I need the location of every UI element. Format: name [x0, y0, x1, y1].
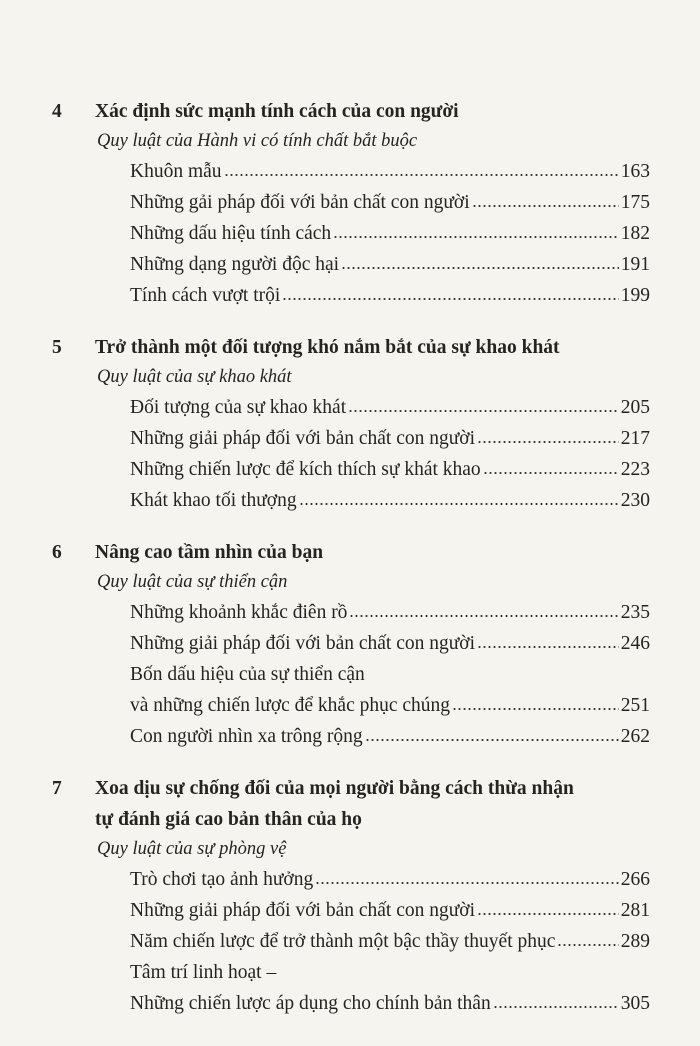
- dot-leader: [477, 440, 619, 444]
- entry-label: Những chiến lược để kích thích sự khát khao: [130, 459, 481, 480]
- toc-entry: [0, 926, 650, 957]
- entry-label: Tính cách vượt trội: [130, 285, 281, 306]
- chapter-heading: [0, 96, 700, 127]
- entry-page-number: 191: [620, 254, 650, 275]
- dot-leader: [282, 297, 618, 301]
- dot-leader: [477, 645, 619, 649]
- chapter-number: 6: [52, 542, 62, 563]
- toc-entry: [0, 721, 650, 752]
- entry-label: Con người nhìn xa trông rộng: [130, 726, 363, 747]
- chapter-section: [0, 537, 700, 752]
- entry-label: Những giải pháp đối với bản chất con người: [130, 900, 476, 921]
- entry-page-number: 217: [620, 428, 650, 449]
- dot-leader: [315, 881, 619, 885]
- chapter-rule-subtitle: Quy luật của Hành vi có tính chất bắt buộc: [97, 131, 418, 151]
- entry-page-number: 266: [620, 869, 650, 890]
- chapter-heading: [0, 804, 700, 835]
- chapter-title: tự đánh giá cao bản thân của họ: [95, 809, 362, 830]
- chapter-title: Trở thành một đối tượng khó nắm bắt của sự khao khát: [95, 337, 560, 358]
- toc-entry: [0, 988, 650, 1019]
- entry-page-number: 235: [620, 602, 650, 623]
- dot-leader: [333, 235, 619, 239]
- chapter-heading: [0, 773, 700, 804]
- entry-page-number: 305: [620, 993, 650, 1014]
- toc-entry: [0, 454, 650, 485]
- entry-label: Những gải pháp đối với bản chất con người: [130, 192, 470, 213]
- toc-entry: [0, 423, 650, 454]
- entry-page-number: 251: [620, 695, 650, 716]
- dot-leader: [477, 912, 619, 916]
- entry-page-number: 205: [620, 397, 650, 418]
- entry-page-number: 199: [620, 285, 650, 306]
- chapter-rule-subtitle: Quy luật của sự phòng vệ: [97, 839, 287, 859]
- entry-label: Khuôn mẫu: [130, 161, 222, 182]
- entry-label: và những chiến lược để khắc phục chúng: [130, 695, 451, 716]
- dot-leader: [452, 707, 619, 711]
- entry-label: Những dấu hiệu tính cách: [130, 223, 332, 244]
- toc-entry: [0, 659, 650, 690]
- chapter-rule-subtitle: Quy luật của sự thiển cận: [97, 572, 288, 592]
- entry-label: Những giải pháp đối với bản chất con người: [130, 428, 476, 449]
- toc-entry: [0, 690, 650, 721]
- chapter-number: 4: [52, 101, 62, 122]
- dot-leader: [348, 409, 619, 413]
- entry-page-number: 289: [620, 931, 650, 952]
- entry-label: Năm chiến lược để trở thành một bậc thầy thuyết phục: [130, 931, 556, 952]
- chapter-title: Xác định sức mạnh tính cách của con người: [95, 101, 459, 122]
- entry-page-number: 182: [620, 223, 650, 244]
- dot-leader: [299, 502, 619, 506]
- chapter-section: [0, 96, 700, 311]
- toc-entry: [0, 895, 650, 926]
- toc-entry: [0, 597, 650, 628]
- entry-label: Những khoảnh khắc điên rồ: [130, 602, 348, 623]
- chapter-title: Nâng cao tầm nhìn của bạn: [95, 542, 324, 563]
- dot-leader: [341, 266, 619, 270]
- toc-entry: [0, 864, 650, 895]
- chapter-section: [0, 773, 700, 1019]
- entry-label: Trò chơi tạo ảnh hưởng: [130, 869, 314, 890]
- toc-entry: [0, 187, 650, 218]
- entry-label: Những dạng người độc hại: [130, 254, 340, 275]
- entry-page-number: 175: [620, 192, 650, 213]
- entry-label: Tâm trí linh hoạt –: [130, 962, 277, 983]
- entry-label: Đối tượng của sự khao khát: [130, 397, 347, 418]
- toc-entry: [0, 485, 650, 516]
- entry-page-number: 163: [620, 161, 650, 182]
- chapter-title: Xoa dịu sự chống đối của mọi người bằng cách thừa nhận: [95, 778, 574, 799]
- chapter-number: 5: [52, 337, 62, 358]
- toc-entry: [0, 280, 650, 311]
- chapter-heading: [0, 537, 700, 568]
- toc-entry: [0, 249, 650, 280]
- entry-label: Những giải pháp đối với bản chất con người: [130, 633, 476, 654]
- toc-entry: [0, 628, 650, 659]
- dot-leader: [365, 738, 619, 742]
- dot-leader: [557, 943, 618, 947]
- chapter-number: [0, 804, 95, 835]
- entry-label: Bốn dấu hiệu của sự thiển cận: [130, 664, 365, 685]
- entry-page-number: 262: [620, 726, 650, 747]
- entry-page-number: 281: [620, 900, 650, 921]
- chapter-heading: [0, 332, 700, 363]
- entry-label: Khát khao tối thượng: [130, 490, 297, 511]
- toc-entry: [0, 957, 650, 988]
- toc-entry: [0, 392, 650, 423]
- entry-label: Những chiến lược áp dụng cho chính bản thân: [130, 993, 491, 1014]
- table-of-contents: [0, 96, 700, 1040]
- entry-page-number: 223: [620, 459, 650, 480]
- dot-leader: [224, 173, 619, 177]
- dot-leader: [483, 471, 619, 475]
- chapter-rule-subtitle: Quy luật của sự khao khát: [97, 367, 292, 387]
- chapter-section: [0, 332, 700, 516]
- dot-leader: [472, 204, 619, 208]
- entry-page-number: 230: [620, 490, 650, 511]
- dot-leader: [493, 1005, 619, 1009]
- entry-page-number: 246: [620, 633, 650, 654]
- chapter-number: 7: [52, 778, 62, 799]
- dot-leader: [349, 614, 618, 618]
- toc-entry: [0, 156, 650, 187]
- toc-entry: [0, 218, 650, 249]
